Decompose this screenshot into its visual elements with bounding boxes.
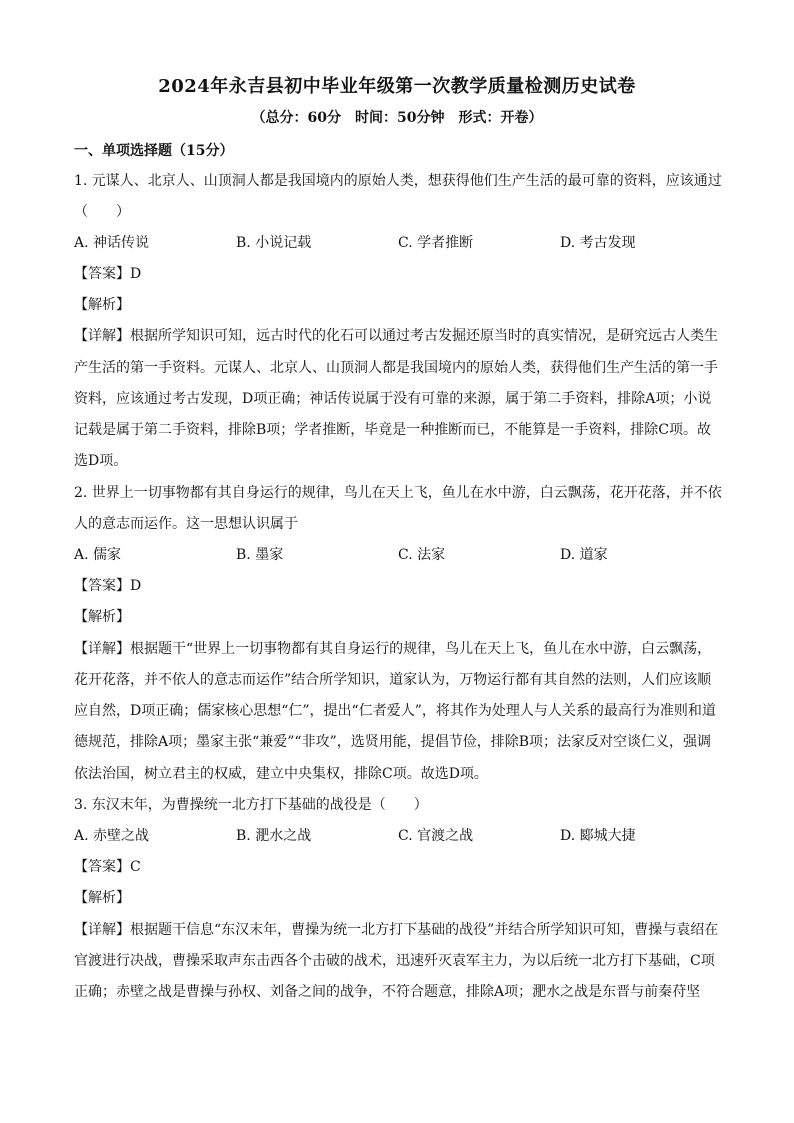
question-1-detail-line: 资料，应该通过考古发现，D项正确；神话传说属于没有可靠的来源，属于第二手资料，排除A项；小说 — [74, 391, 712, 407]
exam-info: （总分：60分 时间：50分钟 形式：开卷） — [251, 110, 543, 126]
option-b: B. 淝水之战 — [236, 828, 312, 844]
question-1-analysis-label: 【解析】 — [74, 297, 130, 313]
question-1-detail-line: 【详解】根据所学知识可知，远古时代的化石可以通过考古发掘还原当时的真实情况，是研究远古人类生 — [74, 328, 718, 344]
question-1-blank: （ ） — [74, 204, 130, 220]
question-2-detail-line: 德规范，排除A项；墨家主张“兼爱”“非攻”，选贤用能，提倡节俭，排除B项；法家反对空谈仁义，强调 — [74, 734, 712, 750]
question-1-detail-line: 选D项。 — [74, 453, 128, 469]
option-a: A. 神话传说 — [74, 235, 150, 251]
question-2-stem: 2. 世界上一切事物都有其自身运行的规律，鸟儿在天上飞，鱼儿在水中游，白云飘荡，花开花落，并不依 — [74, 485, 722, 501]
question-3-detail-line: 【详解】根据题干信息“东汉末年，曹操为统一北方打下基础的战役”并结合所学知识可知，曹操与袁绍在 — [74, 922, 719, 938]
section-heading: 一、单项选择题（15分） — [74, 143, 234, 159]
option-b: B. 小说记载 — [236, 235, 312, 251]
question-3-stem: 3. 东汉末年，为曹操统一北方打下基础的战役是（ ） — [74, 797, 428, 813]
page-title: 2024年永吉县初中毕业年级第一次教学质量检测历史试卷 — [158, 76, 636, 97]
option-c: C. 法家 — [398, 547, 446, 563]
option-d: D. 郾城大捷 — [560, 828, 636, 844]
question-2-answer: 【答案】D — [74, 578, 142, 594]
option-b: B. 墨家 — [236, 547, 284, 563]
question-1-detail-line: 记载是属于第二手资料，排除B项；学者推断，毕竟是一种推断而已，不能算是一手资料，排除C项。故 — [74, 422, 711, 438]
question-2-detail-line: 依法治国，树立君主的权威，建立中央集权，排除C项。故选D项。 — [74, 766, 488, 782]
question-2-detail-line: 花开花落，并不依人的意志而运作”结合所学知识，道家认为，万物运行都有其自然的法则，人们应该顺 — [74, 672, 712, 688]
question-3-answer: 【答案】C — [74, 859, 141, 875]
question-3-detail-line: 正确；赤壁之战是曹操与孙权、刘备之间的战争，不符合题意，排除A项；淝水之战是东晋与前秦苻坚 — [74, 984, 701, 1000]
option-d: D. 考古发现 — [560, 235, 636, 251]
option-c: C. 学者推断 — [398, 235, 474, 251]
question-1-detail-line: 产生活的第一手资料。元谋人、北京人、山顶洞人都是我国境内的原始人类，获得他们生产生活的第一手 — [74, 360, 718, 376]
option-a: A. 儒家 — [74, 547, 122, 563]
option-d: D. 道家 — [560, 547, 608, 563]
question-3-analysis-label: 【解析】 — [74, 890, 130, 906]
question-2-stem-cont: 人的意志而运作。这一思想认识属于 — [74, 516, 298, 532]
question-2-detail-line: 应自然，D项正确；儒家核心思想“仁”，提出“仁者爱人”，将其作为处理人与人关系的最高行为准则和道 — [74, 703, 716, 719]
question-1-answer: 【答案】D — [74, 266, 142, 282]
question-3-detail-line: 官渡进行决战，曹操采取声东击西各个击破的战术，迅速歼灭袁军主力，为以后统一北方打下基础，C项 — [74, 953, 715, 969]
question-1-stem: 1. 元谋人、北京人、山顶洞人都是我国境内的原始人类，想获得他们生产生活的最可靠的资料，应该通过 — [74, 173, 722, 189]
option-a: A. 赤壁之战 — [74, 828, 150, 844]
question-2-analysis-label: 【解析】 — [74, 609, 130, 625]
option-c: C. 官渡之战 — [398, 828, 474, 844]
question-2-detail-line: 【详解】根据题干“世界上一切事物都有其自身运行的规律，鸟儿在天上飞，鱼儿在水中游，白云飘荡， — [74, 641, 712, 657]
